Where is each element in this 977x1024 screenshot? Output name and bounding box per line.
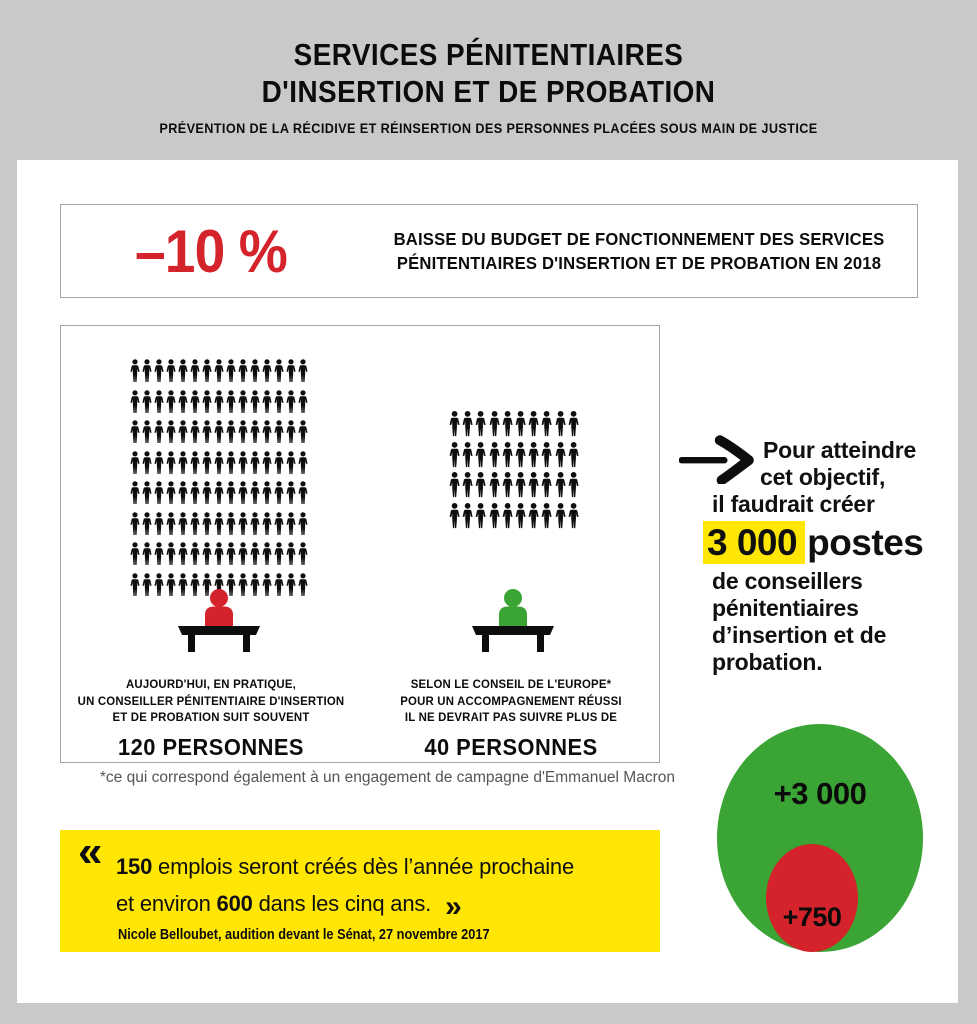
person-icon (165, 388, 177, 416)
quote-attribution: Nicole Belloubet, audition devant le Sénat, 27 novembre 2017 (118, 927, 490, 943)
person-icon (201, 540, 213, 568)
quote-strong-150: 150 (116, 854, 153, 879)
person-icon (141, 571, 153, 599)
person-icon (225, 510, 237, 538)
person-icon (237, 510, 249, 538)
person-icon (554, 441, 567, 469)
person-icon (261, 479, 273, 507)
person-icon (273, 540, 285, 568)
objective-line7: d’insertion et de (712, 622, 887, 648)
person-icon (461, 410, 474, 438)
person-icon (129, 479, 141, 507)
person-icon (201, 418, 213, 446)
person-icon (141, 540, 153, 568)
pictogram-grid-current (129, 357, 309, 599)
objective-line6: pénitentiaires (712, 595, 859, 621)
person-icon (461, 502, 474, 530)
person-icon (237, 418, 249, 446)
person-icon (177, 388, 189, 416)
person-icon (474, 502, 487, 530)
person-icon (501, 471, 514, 499)
person-icon (249, 418, 261, 446)
person-icon (567, 441, 580, 469)
person-icon (213, 388, 225, 416)
person-icon (285, 540, 297, 568)
person-icon (273, 418, 285, 446)
caption-recommended-line3: IL NE DEVRAIT PAS SUIVRE PLUS DE (404, 710, 618, 724)
person-icon (249, 449, 261, 477)
person-icon (474, 441, 487, 469)
person-icon (261, 418, 273, 446)
person-icon (540, 471, 553, 499)
person-icon (273, 510, 285, 538)
person-icon (540, 441, 553, 469)
caption-current-line3: ET DE PROBATION SUIT SOUVENT (112, 710, 310, 724)
person-icon (285, 479, 297, 507)
person-icon (225, 479, 237, 507)
caption-current-value: 120 PERSONNES (118, 733, 304, 760)
person-icon (213, 479, 225, 507)
person-icon (129, 388, 141, 416)
person-icon (285, 418, 297, 446)
person-icon (165, 357, 177, 385)
person-icon (213, 357, 225, 385)
person-icon (153, 357, 165, 385)
person-icon (285, 510, 297, 538)
person-icon (285, 357, 297, 385)
person-icon (237, 479, 249, 507)
person-icon (189, 449, 201, 477)
quote-line1 (116, 848, 650, 885)
person-icon (514, 441, 527, 469)
objective-line8: probation. (712, 649, 823, 675)
highlighted-figure: 3 000 (703, 521, 805, 564)
person-icon (448, 502, 461, 530)
caption-recommended (369, 676, 653, 761)
person-icon (201, 479, 213, 507)
person-icon (237, 357, 249, 385)
person-icon (448, 471, 461, 499)
person-icon (129, 510, 141, 538)
person-icon (237, 449, 249, 477)
person-icon (129, 540, 141, 568)
person-icon (297, 449, 309, 477)
person-icon (129, 571, 141, 599)
person-icon (261, 510, 273, 538)
caption-current-line2: UN CONSEILLER PÉNITENTIAIRE D'INSERTION (77, 693, 345, 708)
caption-recommended-line2: POUR UN ACCOMPAGNEMENT RÉUSSI (400, 693, 622, 708)
caption-recommended-line1: SELON LE CONSEIL DE L'EUROPE* (410, 677, 612, 691)
budget-description (375, 227, 903, 275)
person-icon (567, 471, 580, 499)
caseload-comparison-box (60, 325, 660, 763)
budget-figure: –10 % (135, 217, 287, 285)
person-icon (297, 357, 309, 385)
person-icon (201, 357, 213, 385)
person-icon (501, 441, 514, 469)
quote-strong-600: 600 (216, 891, 253, 916)
person-icon (177, 510, 189, 538)
person-icon (213, 540, 225, 568)
person-icon (153, 388, 165, 416)
person-icon (177, 357, 189, 385)
person-icon (554, 502, 567, 530)
person-icon (273, 449, 285, 477)
person-icon (249, 479, 261, 507)
pictogram-grid-recommended (448, 410, 580, 530)
person-icon (153, 540, 165, 568)
person-icon (261, 540, 273, 568)
person-icon (201, 510, 213, 538)
person-icon (474, 410, 487, 438)
person-icon (249, 357, 261, 385)
page-subtitle: PRÉVENTION DE LA RÉCIDIVE ET RÉINSERTION DES PERSONNES PLACÉES SOUS MAIN DE JUSTICE (159, 121, 818, 136)
person-icon (225, 388, 237, 416)
circle-needed-posts-label: +3 000 (773, 776, 867, 811)
person-icon (527, 441, 540, 469)
person-icon (237, 540, 249, 568)
person-icon (177, 540, 189, 568)
person-icon (141, 449, 153, 477)
person-icon (201, 449, 213, 477)
person-icon (297, 418, 309, 446)
person-icon (141, 357, 153, 385)
person-icon (261, 357, 273, 385)
objective-line3: il faudrait créer (712, 491, 875, 517)
person-icon (153, 479, 165, 507)
person-icon (141, 418, 153, 446)
budget-description-line1: BAISSE DU BUDGET DE FONCTIONNEMENT DES SERVICES (393, 229, 885, 249)
budget-description-line2: PÉNITENTIAIRES D'INSERTION ET DE PROBATION EN 2018 (396, 253, 882, 273)
person-icon (448, 441, 461, 469)
person-icon (153, 449, 165, 477)
person-icon (285, 449, 297, 477)
person-icon (225, 449, 237, 477)
person-icon (297, 510, 309, 538)
person-icon (514, 410, 527, 438)
person-icon (297, 571, 309, 599)
person-icon (225, 357, 237, 385)
person-icon (474, 471, 487, 499)
person-icon (567, 410, 580, 438)
person-icon (273, 357, 285, 385)
person-icon (153, 418, 165, 446)
quote-line2 (116, 885, 650, 925)
circle-announced-posts (766, 844, 858, 952)
caption-current (69, 676, 353, 761)
person-icon (165, 479, 177, 507)
figure-suffix: postes (807, 522, 924, 563)
person-icon (129, 449, 141, 477)
person-icon (527, 471, 540, 499)
objective-key-figure (703, 522, 953, 564)
objective-line2: cet objectif, (760, 464, 886, 490)
person-icon (249, 510, 261, 538)
caption-current-line1: AUJOURD'HUI, EN PRATIQUE, (125, 677, 297, 691)
person-icon (501, 410, 514, 438)
person-icon (129, 357, 141, 385)
person-icon (213, 449, 225, 477)
close-quote-icon: » (445, 890, 462, 923)
counselor-at-desk-icon-green (458, 588, 568, 654)
person-icon (165, 540, 177, 568)
objective-text (703, 437, 953, 676)
person-icon (165, 449, 177, 477)
caption-recommended-value: 40 PERSONNES (424, 733, 598, 760)
person-icon (297, 479, 309, 507)
person-icon (189, 540, 201, 568)
person-icon (237, 388, 249, 416)
counselor-at-desk-icon-red (164, 588, 274, 654)
person-icon (554, 410, 567, 438)
person-icon (189, 479, 201, 507)
person-icon (261, 388, 273, 416)
person-icon (189, 357, 201, 385)
person-icon (165, 418, 177, 446)
person-icon (514, 471, 527, 499)
person-icon (249, 540, 261, 568)
person-icon (141, 479, 153, 507)
person-icon (501, 502, 514, 530)
person-icon (285, 388, 297, 416)
person-icon (488, 471, 501, 499)
open-quote-icon: « (78, 827, 103, 876)
person-icon (273, 479, 285, 507)
person-icon (527, 502, 540, 530)
objective-line1: Pour atteindre (763, 437, 917, 463)
page-title-line1: SERVICES PÉNITENTIAIRES (293, 37, 684, 72)
person-icon (177, 449, 189, 477)
person-icon (461, 441, 474, 469)
person-icon (261, 449, 273, 477)
person-icon (189, 510, 201, 538)
person-icon (153, 510, 165, 538)
person-icon (285, 571, 297, 599)
person-icon (213, 510, 225, 538)
person-icon (129, 418, 141, 446)
objective-line5: de conseillers (712, 568, 863, 594)
person-icon (225, 540, 237, 568)
person-icon (554, 471, 567, 499)
quote-text (116, 848, 650, 925)
person-icon (177, 418, 189, 446)
person-icon (540, 410, 553, 438)
quote-box (60, 827, 660, 952)
circle-announced-posts-label: +750 (782, 902, 842, 932)
quote-text1: emplois seront créés dès l’année prochaine (158, 854, 574, 879)
person-icon (514, 502, 527, 530)
person-icon (488, 410, 501, 438)
person-icon (141, 510, 153, 538)
person-icon (249, 388, 261, 416)
person-icon (448, 410, 461, 438)
footnote: *ce qui correspond également à un engagement de campagne d'Emmanuel Macron (99, 769, 675, 786)
person-icon (527, 410, 540, 438)
person-icon (165, 510, 177, 538)
person-icon (225, 418, 237, 446)
person-icon (141, 388, 153, 416)
person-icon (297, 540, 309, 568)
person-icon (201, 388, 213, 416)
person-icon (189, 388, 201, 416)
person-icon (213, 418, 225, 446)
page-title-line2: D'INSERTION ET DE PROBATION (261, 74, 716, 109)
header (0, 0, 977, 136)
quote-text2-suffix: dans les cinq ans. (258, 891, 432, 916)
person-icon (540, 502, 553, 530)
quote-text2-prefix: et environ (116, 891, 211, 916)
person-icon (567, 502, 580, 530)
person-icon (189, 418, 201, 446)
person-icon (461, 471, 474, 499)
person-icon (488, 502, 501, 530)
person-icon (273, 388, 285, 416)
person-icon (488, 441, 501, 469)
budget-banner (60, 204, 918, 298)
person-icon (297, 388, 309, 416)
person-icon (273, 571, 285, 599)
person-icon (177, 479, 189, 507)
